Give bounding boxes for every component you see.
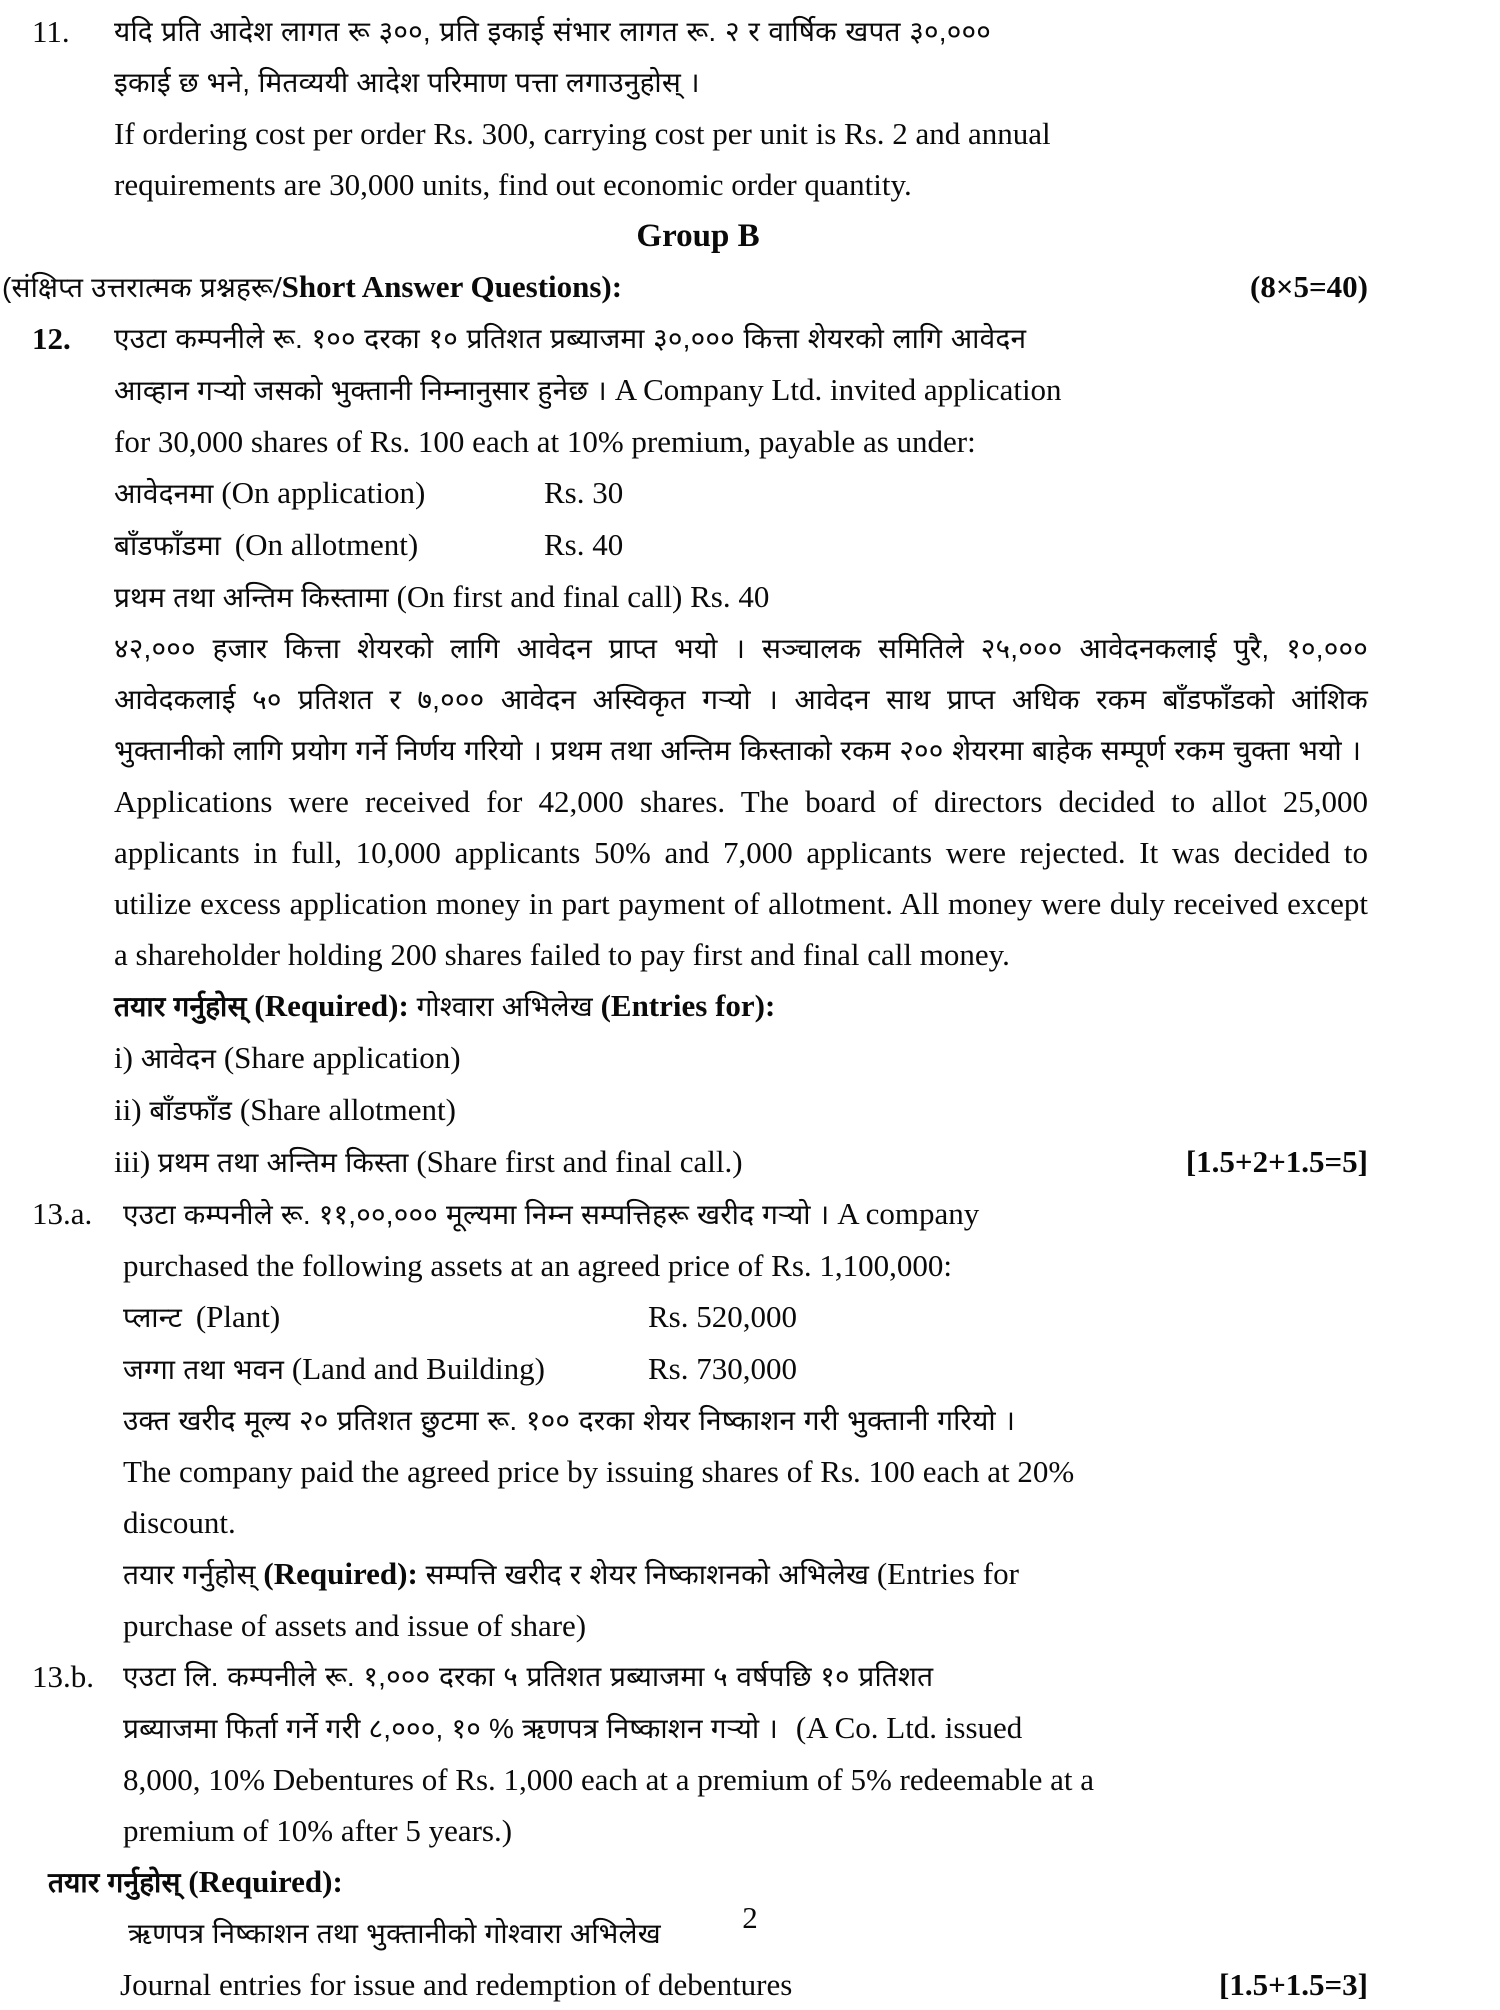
question-13a-nepali-line-1: एउटा कम्पनीले रू. ११,००,००० मूल्यमा निम्न सम्पत्तिहरू खरीद गर्‍यो । [123,1199,830,1230]
item-0-english: (Share application) [223,1040,461,1075]
pay-row-0-english: (On application) [221,475,426,510]
question-13a-required-label-english: (Required): [263,1556,418,1591]
question-13a-required-body-english-1: (Entries for [876,1556,1019,1591]
question-12-entries-label-nepali: गोश्वारा अभिलेख [416,991,593,1022]
question-12-nepali-line-2: आव्हान गर्‍यो जसको भुक्तानी निम्नानुसार हुनेछ । [114,375,607,406]
question-12-english-inline-1: A Company Ltd. invited application [614,372,1062,407]
question-12-required-label-nepali: तयार गर्नुहोस् [114,991,247,1022]
question-13b-nepali-line-1: एउटा लि. कम्पनीले रू. १,००० दरका ५ प्रतिशत प्रब्याजमा ५ वर्षपछि १० प्रतिशत [123,1661,934,1692]
question-12-nepali-paragraph: ४२,००० हजार कित्ता शेयरको लागि आवेदन प्राप्त भयो । सञ्चालक समितिले २५,००० आवेदनकलाई पुरै, १०,००० आवेदकलाई ५० प्रतिशत र ७,००० आवेदन अस्विकृत गर्‍यो । आवेदन साथ प्राप्त अधिक रकम बाँडफाँडको आंशिक भुक्तानीको लागि प्रयोग गर्ने निर्णय गरियो । प्रथम तथा अन्तिम किस्ताको रकम २०० शेयरमा बाहेक सम्पूर्ण रकम चुक्ता भयो । [114,633,1368,766]
question-11-nepali-line-2: इकाई छ भने, मितव्ययी आदेश परिमाण पत्ता लगाउनुहोस् । [114,67,700,98]
question-13b-required-label-nepali: तयार गर्नुहोस् [48,1867,181,1898]
page-content [2,6,1368,2010]
question-12-entries-label-english: (Entries for): [600,988,776,1023]
pay-row-2-english: (On first and final call) Rs. 40 [396,579,770,614]
question-13b-required-label-english: (Required): [188,1864,343,1899]
question-13b-nepali-line-2: प्रब्याजमा फिर्ता गर्ने गरी ८,०००, १० % ऋणपत्र निष्काशन गर्‍यो । [123,1713,779,1744]
asset-0-nepali: प्लान्ट [123,1302,183,1333]
question-12-nepali-line-1: एउटा कम्पनीले रू. १०० दरका १० प्रतिशत प्रब्याजमा ३०,००० कित्ता शेयरको लागि आवेदन [114,323,1027,354]
question-12-marks: [1.5+2+1.5=5] [1185,1144,1368,1179]
question-13a-required-label-nepali: तयार गर्नुहोस् [123,1559,256,1590]
question-13b-number: 13.b. [32,1659,94,1694]
short-answer-heading-row [2,262,1368,313]
group-b-marks: (8×5=40) [1250,269,1368,304]
item-2-marker: iii) [114,1144,151,1179]
group-b-heading: Group B [636,218,760,254]
pay-schedule-row [114,519,1368,571]
question-12-number: 12. [32,321,71,356]
short-answer-heading-nepali: (संक्षिप्त उत्तरात्मक प्रश्नहरू [2,272,273,303]
question-13b-english-line-4: premium of 10% after 5 years.) [123,1813,513,1848]
asset-row [123,1291,1368,1343]
pay-row-0-nepali: आवेदनमा [114,478,214,509]
asset-1-nepali: जग्गा तथा भवन [123,1354,285,1385]
question-13a-number: 13.a. [32,1196,93,1231]
question-12-required-row [114,980,1368,1032]
question-13b-required-body-english: Journal entries for issue and redemption of debentures [120,1967,793,2002]
asset-0-amount: Rs. 520,000 [648,1299,797,1334]
question-11-english-line-2: requirements are 30,000 units, find out economic order quantity. [114,167,912,202]
page-number: 2 [742,1900,758,1935]
question-13b-journal-row [48,1959,1368,2010]
pay-row-1-nepali: बाँडफाँडमा [114,530,222,561]
question-12-english-line-2: for 30,000 shares of Rs. 100 each at 10% premium, payable as under: [114,424,976,459]
item-1-english: (Share allotment) [239,1092,456,1127]
question-12-item [114,1084,1368,1136]
question-13a-required-row [123,1548,1368,1600]
pay-schedule-row-final [114,571,1368,623]
question-12-english-paragraph: Applications were received for 42,000 shares. The board of directors decided to allot 25,000 applicants in full, 10,000 applicants 50% and 7,000 applicants were rejected. It was decided to utilize excess application money in part payment of allotment. All money were duly received except a shareholder holding 200 shares failed to pay first and final call money. [114,784,1368,972]
question-13b-english-line-3: 8,000, 10% Debentures of Rs. 1,000 each at a premium of 5% redeemable at a [123,1762,1095,1797]
question-12-item [114,1032,1368,1084]
asset-1-english: (Land and Building) [291,1351,545,1386]
question-13a-required-body-english-2: purchase of assets and issue of share) [123,1608,587,1643]
item-0-marker: i) [114,1040,133,1075]
pay-row-0-amount: Rs. 30 [544,475,624,510]
question-11 [28,6,1368,210]
pay-schedule-row [114,467,1368,519]
asset-row [123,1343,1368,1395]
item-2-nepali: प्रथम तथा अन्तिम किस्ता [157,1147,409,1178]
short-answer-heading-english: Short Answer Questions): [281,269,623,304]
question-13a-english-line-2: purchased the following assets at an agreed price of Rs. 1,100,000: [123,1248,953,1283]
question-12-item-last-row [114,1136,1368,1188]
question-13b [28,1651,1368,1856]
question-13a-mixed-line-1 [123,1188,1368,1240]
question-13b-marks: [1.5+1.5=3] [1219,1967,1368,2002]
question-12-required-label-english: (Required): [254,988,409,1023]
item-1-nepali: बाँडफाँड [149,1095,233,1126]
pay-row-1-english: (On allotment) [234,527,419,562]
item-1-marker: ii) [114,1092,142,1127]
question-13a-english-line-3: The company paid the agreed price by issuing shares of Rs. 100 each at 20% [123,1454,1075,1489]
question-11-nepali-line-1: यदि प्रति आदेश लागत रू ३००, प्रति इकाई संभार लागत रू. २ र वार्षिक खपत ३०,००० [114,16,992,47]
item-2-english: (Share first and final call.) [416,1144,743,1179]
item-0-nepali: आवेदन [140,1043,217,1074]
asset-1-amount: Rs. 730,000 [648,1351,797,1386]
asset-0-english: (Plant) [195,1299,281,1334]
question-12 [28,313,1368,1188]
question-13a-nepali-line-3: उक्त खरीद मूल्य २० प्रतिशत छुटमा रू. १०० दरका शेयर निष्काशन गरी भुक्तानी गरियो । [123,1405,1016,1436]
question-13b-mixed-line-2 [123,1702,1368,1754]
question-12-item [114,1136,743,1188]
question-11-english-line-1: If ordering cost per order Rs. 300, carrying cost per unit is Rs. 2 and annual [114,116,1051,151]
question-13a [28,1188,1368,1651]
question-13b-required-body-nepali: ऋणपत्र निष्काशन तथा भुक्तानीको गोश्वारा अभिलेख [128,1918,661,1949]
question-13a-required-body-nepali: सम्पत्ति खरीद र शेयर निष्काशनको अभिलेख [425,1559,870,1590]
question-13a-english-inline-1: A company [837,1196,980,1231]
short-answer-heading-separator: / [273,269,282,304]
question-12-mixed-line-2 [114,364,1368,416]
question-13b-english-inline-2: (A Co. Ltd. issued [795,1710,1023,1745]
question-11-number: 11. [32,14,70,49]
pay-row-2-nepali: प्रथम तथा अन्तिम किस्तामा [114,582,389,613]
question-13a-english-line-4: discount. [123,1505,236,1540]
pay-row-1-amount: Rs. 40 [544,527,624,562]
